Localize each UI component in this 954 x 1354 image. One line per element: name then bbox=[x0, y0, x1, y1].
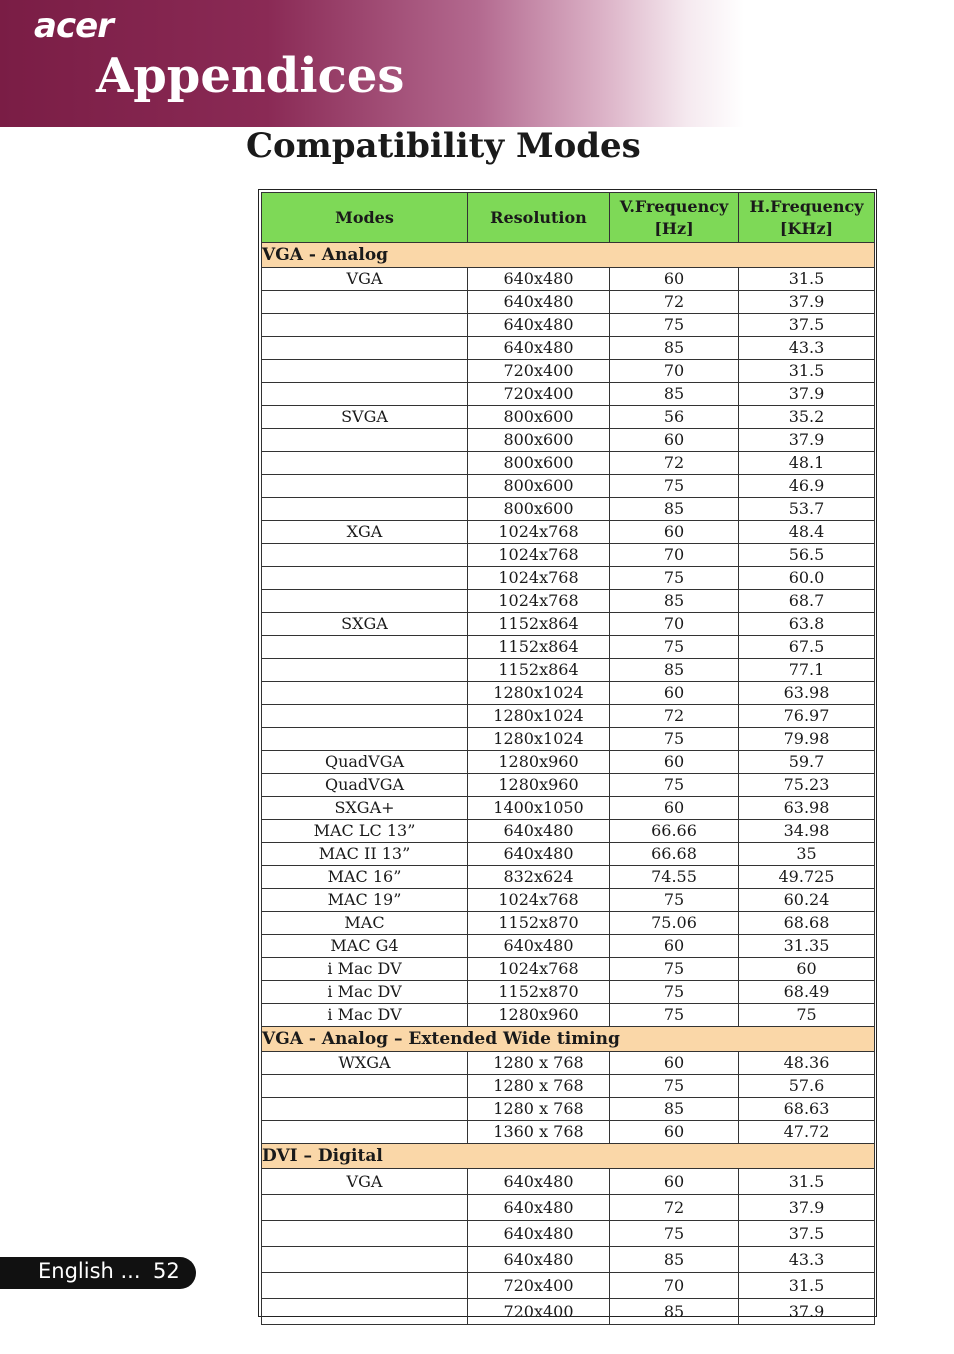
table-row bbox=[262, 613, 875, 636]
cell-vfrequency: 60 bbox=[610, 429, 739, 452]
cell-resolution: 1024x768 bbox=[468, 590, 610, 613]
cell-vfrequency: 72 bbox=[610, 291, 739, 314]
cell-mode: MAC 19” bbox=[262, 889, 468, 912]
cell-mode bbox=[262, 659, 468, 682]
table-row bbox=[262, 636, 875, 659]
footer-language: English ... bbox=[38, 1259, 141, 1283]
cell-mode bbox=[262, 475, 468, 498]
table-header-row bbox=[262, 193, 875, 243]
table-row bbox=[262, 452, 875, 475]
cell-vfrequency: 60 bbox=[610, 268, 739, 291]
cell-hfrequency: 63.98 bbox=[739, 797, 875, 820]
cell-vfrequency: 70 bbox=[610, 544, 739, 567]
cell-resolution: 1280 x 768 bbox=[468, 1052, 610, 1075]
cell-vfrequency: 75.06 bbox=[610, 912, 739, 935]
table-row bbox=[262, 268, 875, 291]
cell-vfrequency: 60 bbox=[610, 1169, 739, 1195]
cell-mode: SXGA+ bbox=[262, 797, 468, 820]
cell-hfrequency: 37.9 bbox=[739, 383, 875, 406]
cell-vfrequency: 75 bbox=[610, 1004, 739, 1027]
cell-mode: QuadVGA bbox=[262, 751, 468, 774]
compatibility-table-frame bbox=[258, 189, 877, 1321]
cell-resolution: 800x600 bbox=[468, 429, 610, 452]
cell-vfrequency: 70 bbox=[610, 1273, 739, 1299]
table-row bbox=[262, 843, 875, 866]
section-row bbox=[262, 1144, 875, 1169]
cell-resolution: 1152x870 bbox=[468, 981, 610, 1004]
cell-mode bbox=[262, 1075, 468, 1098]
table-row bbox=[262, 498, 875, 521]
cell-mode: XGA bbox=[262, 521, 468, 544]
cell-mode bbox=[262, 429, 468, 452]
cell-hfrequency: 37.9 bbox=[739, 1195, 875, 1221]
cell-mode bbox=[262, 1299, 468, 1325]
cell-resolution: 1152x864 bbox=[468, 636, 610, 659]
cell-mode: MAC 16” bbox=[262, 866, 468, 889]
header-hfrequency-line1: H.Frequency bbox=[749, 196, 864, 216]
cell-vfrequency: 75 bbox=[610, 1221, 739, 1247]
table-row bbox=[262, 383, 875, 406]
section-row bbox=[262, 243, 875, 268]
cell-mode bbox=[262, 1273, 468, 1299]
cell-hfrequency: 31.35 bbox=[739, 935, 875, 958]
cell-resolution: 1024x768 bbox=[468, 889, 610, 912]
section-title-cell: DVI – Digital bbox=[262, 1144, 875, 1169]
table-body bbox=[262, 243, 875, 1325]
table-row bbox=[262, 866, 875, 889]
cell-hfrequency: 79.98 bbox=[739, 728, 875, 751]
cell-vfrequency: 85 bbox=[610, 337, 739, 360]
cell-mode bbox=[262, 498, 468, 521]
cell-hfrequency: 77.1 bbox=[739, 659, 875, 682]
cell-resolution: 1280 x 768 bbox=[468, 1075, 610, 1098]
table-row bbox=[262, 337, 875, 360]
table-row bbox=[262, 1299, 875, 1325]
cell-vfrequency: 60 bbox=[610, 797, 739, 820]
header-modes: Modes bbox=[262, 193, 468, 243]
cell-vfrequency: 72 bbox=[610, 705, 739, 728]
table-row bbox=[262, 935, 875, 958]
table-row bbox=[262, 751, 875, 774]
cell-resolution: 640x480 bbox=[468, 337, 610, 360]
cell-resolution: 832x624 bbox=[468, 866, 610, 889]
cell-hfrequency: 68.68 bbox=[739, 912, 875, 935]
cell-resolution: 640x480 bbox=[468, 935, 610, 958]
cell-hfrequency: 46.9 bbox=[739, 475, 875, 498]
cell-resolution: 640x480 bbox=[468, 820, 610, 843]
cell-resolution: 640x480 bbox=[468, 1169, 610, 1195]
cell-hfrequency: 43.3 bbox=[739, 1247, 875, 1273]
cell-resolution: 1024x768 bbox=[468, 521, 610, 544]
table-row bbox=[262, 820, 875, 843]
cell-vfrequency: 75 bbox=[610, 958, 739, 981]
table-row bbox=[262, 360, 875, 383]
cell-hfrequency: 67.5 bbox=[739, 636, 875, 659]
cell-resolution: 720x400 bbox=[468, 383, 610, 406]
cell-mode bbox=[262, 1098, 468, 1121]
header-hfrequency bbox=[739, 193, 875, 243]
cell-mode bbox=[262, 360, 468, 383]
cell-hfrequency: 75 bbox=[739, 1004, 875, 1027]
cell-mode bbox=[262, 383, 468, 406]
header-vfrequency-line2: [Hz] bbox=[654, 218, 694, 238]
cell-vfrequency: 60 bbox=[610, 521, 739, 544]
cell-mode bbox=[262, 567, 468, 590]
table-row bbox=[262, 314, 875, 337]
cell-vfrequency: 75 bbox=[610, 475, 739, 498]
cell-hfrequency: 31.5 bbox=[739, 1169, 875, 1195]
table-row bbox=[262, 544, 875, 567]
cell-mode: VGA bbox=[262, 268, 468, 291]
cell-vfrequency: 85 bbox=[610, 659, 739, 682]
cell-mode bbox=[262, 337, 468, 360]
header-hfrequency-line2: [KHz] bbox=[779, 218, 834, 238]
cell-vfrequency: 60 bbox=[610, 1121, 739, 1144]
cell-hfrequency: 49.725 bbox=[739, 866, 875, 889]
cell-vfrequency: 75 bbox=[610, 981, 739, 1004]
cell-hfrequency: 56.5 bbox=[739, 544, 875, 567]
table-row bbox=[262, 521, 875, 544]
cell-hfrequency: 59.7 bbox=[739, 751, 875, 774]
cell-mode: MAC LC 13” bbox=[262, 820, 468, 843]
cell-resolution: 640x480 bbox=[468, 1195, 610, 1221]
cell-resolution: 1024x768 bbox=[468, 567, 610, 590]
cell-hfrequency: 37.5 bbox=[739, 314, 875, 337]
cell-vfrequency: 75 bbox=[610, 1075, 739, 1098]
cell-resolution: 1024x768 bbox=[468, 544, 610, 567]
cell-hfrequency: 37.5 bbox=[739, 1221, 875, 1247]
table-row bbox=[262, 1098, 875, 1121]
cell-vfrequency: 85 bbox=[610, 1098, 739, 1121]
cell-resolution: 1280x1024 bbox=[468, 728, 610, 751]
table-row bbox=[262, 659, 875, 682]
section-title-cell: VGA - Analog bbox=[262, 243, 875, 268]
section-title: Compatibility Modes bbox=[246, 126, 641, 166]
cell-hfrequency: 75.23 bbox=[739, 774, 875, 797]
cell-hfrequency: 48.1 bbox=[739, 452, 875, 475]
cell-mode bbox=[262, 291, 468, 314]
cell-resolution: 800x600 bbox=[468, 498, 610, 521]
cell-mode: MAC II 13” bbox=[262, 843, 468, 866]
table-row bbox=[262, 728, 875, 751]
cell-mode: VGA bbox=[262, 1169, 468, 1195]
cell-hfrequency: 31.5 bbox=[739, 1273, 875, 1299]
cell-vfrequency: 66.68 bbox=[610, 843, 739, 866]
cell-vfrequency: 66.66 bbox=[610, 820, 739, 843]
cell-mode bbox=[262, 1195, 468, 1221]
cell-vfrequency: 85 bbox=[610, 1247, 739, 1273]
cell-mode bbox=[262, 1247, 468, 1273]
table-row bbox=[262, 1247, 875, 1273]
table-row bbox=[262, 590, 875, 613]
cell-resolution: 1152x870 bbox=[468, 912, 610, 935]
header-vfrequency-line1: V.Frequency bbox=[619, 196, 729, 216]
cell-vfrequency: 75 bbox=[610, 774, 739, 797]
cell-hfrequency: 57.6 bbox=[739, 1075, 875, 1098]
cell-mode bbox=[262, 728, 468, 751]
cell-mode: SVGA bbox=[262, 406, 468, 429]
cell-hfrequency: 76.97 bbox=[739, 705, 875, 728]
cell-resolution: 800x600 bbox=[468, 475, 610, 498]
table-row bbox=[262, 567, 875, 590]
table-row bbox=[262, 912, 875, 935]
cell-resolution: 640x480 bbox=[468, 1247, 610, 1273]
table-row bbox=[262, 1169, 875, 1195]
cell-vfrequency: 72 bbox=[610, 1195, 739, 1221]
cell-hfrequency: 68.7 bbox=[739, 590, 875, 613]
cell-mode bbox=[262, 452, 468, 475]
cell-vfrequency: 75 bbox=[610, 728, 739, 751]
cell-resolution: 720x400 bbox=[468, 1299, 610, 1325]
cell-vfrequency: 75 bbox=[610, 636, 739, 659]
cell-vfrequency: 56 bbox=[610, 406, 739, 429]
cell-hfrequency: 48.4 bbox=[739, 521, 875, 544]
cell-vfrequency: 72 bbox=[610, 452, 739, 475]
table-row bbox=[262, 1121, 875, 1144]
cell-vfrequency: 60 bbox=[610, 751, 739, 774]
acer-logo: acer bbox=[34, 6, 113, 46]
table-row bbox=[262, 1221, 875, 1247]
table-row bbox=[262, 1075, 875, 1098]
cell-hfrequency: 68.49 bbox=[739, 981, 875, 1004]
cell-vfrequency: 60 bbox=[610, 1052, 739, 1075]
section-row bbox=[262, 1027, 875, 1052]
cell-hfrequency: 68.63 bbox=[739, 1098, 875, 1121]
table-row bbox=[262, 406, 875, 429]
cell-vfrequency: 85 bbox=[610, 383, 739, 406]
cell-resolution: 1280x960 bbox=[468, 774, 610, 797]
table-row bbox=[262, 981, 875, 1004]
table-row bbox=[262, 705, 875, 728]
cell-vfrequency: 85 bbox=[610, 1299, 739, 1325]
cell-resolution: 1152x864 bbox=[468, 659, 610, 682]
cell-mode bbox=[262, 1121, 468, 1144]
cell-hfrequency: 31.5 bbox=[739, 268, 875, 291]
cell-vfrequency: 60 bbox=[610, 682, 739, 705]
table-row bbox=[262, 797, 875, 820]
cell-vfrequency: 85 bbox=[610, 498, 739, 521]
header-resolution: Resolution bbox=[468, 193, 610, 243]
compatibility-table bbox=[261, 192, 875, 1325]
cell-mode: i Mac DV bbox=[262, 981, 468, 1004]
table-row bbox=[262, 475, 875, 498]
cell-resolution: 1280x1024 bbox=[468, 705, 610, 728]
cell-mode bbox=[262, 544, 468, 567]
cell-mode: SXGA bbox=[262, 613, 468, 636]
page-title: Appendices bbox=[96, 48, 405, 104]
cell-vfrequency: 74.55 bbox=[610, 866, 739, 889]
table-row bbox=[262, 1004, 875, 1027]
cell-hfrequency: 35 bbox=[739, 843, 875, 866]
cell-mode: i Mac DV bbox=[262, 1004, 468, 1027]
cell-vfrequency: 70 bbox=[610, 360, 739, 383]
cell-hfrequency: 63.98 bbox=[739, 682, 875, 705]
cell-hfrequency: 31.5 bbox=[739, 360, 875, 383]
cell-hfrequency: 60.0 bbox=[739, 567, 875, 590]
cell-vfrequency: 75 bbox=[610, 314, 739, 337]
cell-mode bbox=[262, 1221, 468, 1247]
cell-vfrequency: 60 bbox=[610, 935, 739, 958]
table-row bbox=[262, 1052, 875, 1075]
cell-mode: MAC G4 bbox=[262, 935, 468, 958]
cell-hfrequency: 37.9 bbox=[739, 429, 875, 452]
page-number: 52 bbox=[153, 1259, 180, 1283]
cell-hfrequency: 48.36 bbox=[739, 1052, 875, 1075]
cell-hfrequency: 60 bbox=[739, 958, 875, 981]
cell-vfrequency: 75 bbox=[610, 889, 739, 912]
cell-hfrequency: 37.9 bbox=[739, 291, 875, 314]
cell-mode bbox=[262, 682, 468, 705]
table-row bbox=[262, 429, 875, 452]
cell-resolution: 1400x1050 bbox=[468, 797, 610, 820]
cell-resolution: 640x480 bbox=[468, 843, 610, 866]
header-vfrequency bbox=[610, 193, 739, 243]
section-title-cell: VGA - Analog – Extended Wide timing bbox=[262, 1027, 875, 1052]
cell-resolution: 1024x768 bbox=[468, 958, 610, 981]
table-row bbox=[262, 958, 875, 981]
cell-resolution: 1360 x 768 bbox=[468, 1121, 610, 1144]
cell-vfrequency: 70 bbox=[610, 613, 739, 636]
cell-hfrequency: 60.24 bbox=[739, 889, 875, 912]
cell-resolution: 720x400 bbox=[468, 360, 610, 383]
cell-hfrequency: 34.98 bbox=[739, 820, 875, 843]
cell-mode: QuadVGA bbox=[262, 774, 468, 797]
cell-mode: WXGA bbox=[262, 1052, 468, 1075]
cell-resolution: 640x480 bbox=[468, 1221, 610, 1247]
cell-mode bbox=[262, 314, 468, 337]
cell-hfrequency: 53.7 bbox=[739, 498, 875, 521]
table-row bbox=[262, 889, 875, 912]
cell-resolution: 1280x1024 bbox=[468, 682, 610, 705]
cell-resolution: 640x480 bbox=[468, 291, 610, 314]
cell-resolution: 640x480 bbox=[468, 268, 610, 291]
table-row bbox=[262, 1273, 875, 1299]
cell-resolution: 1152x864 bbox=[468, 613, 610, 636]
cell-hfrequency: 43.3 bbox=[739, 337, 875, 360]
cell-resolution: 720x400 bbox=[468, 1273, 610, 1299]
cell-resolution: 800x600 bbox=[468, 406, 610, 429]
cell-hfrequency: 63.8 bbox=[739, 613, 875, 636]
cell-mode bbox=[262, 590, 468, 613]
cell-mode: MAC bbox=[262, 912, 468, 935]
cell-mode bbox=[262, 636, 468, 659]
cell-hfrequency: 47.72 bbox=[739, 1121, 875, 1144]
table-row bbox=[262, 774, 875, 797]
cell-hfrequency: 37.9 bbox=[739, 1299, 875, 1325]
cell-vfrequency: 75 bbox=[610, 567, 739, 590]
table-row bbox=[262, 1195, 875, 1221]
cell-resolution: 1280x960 bbox=[468, 751, 610, 774]
table-row bbox=[262, 682, 875, 705]
cell-resolution: 1280 x 768 bbox=[468, 1098, 610, 1121]
cell-resolution: 800x600 bbox=[468, 452, 610, 475]
cell-resolution: 640x480 bbox=[468, 314, 610, 337]
cell-mode: i Mac DV bbox=[262, 958, 468, 981]
cell-resolution: 1280x960 bbox=[468, 1004, 610, 1027]
footer-page-tab bbox=[0, 1257, 196, 1289]
cell-vfrequency: 85 bbox=[610, 590, 739, 613]
cell-hfrequency: 35.2 bbox=[739, 406, 875, 429]
cell-mode bbox=[262, 705, 468, 728]
table-row bbox=[262, 291, 875, 314]
